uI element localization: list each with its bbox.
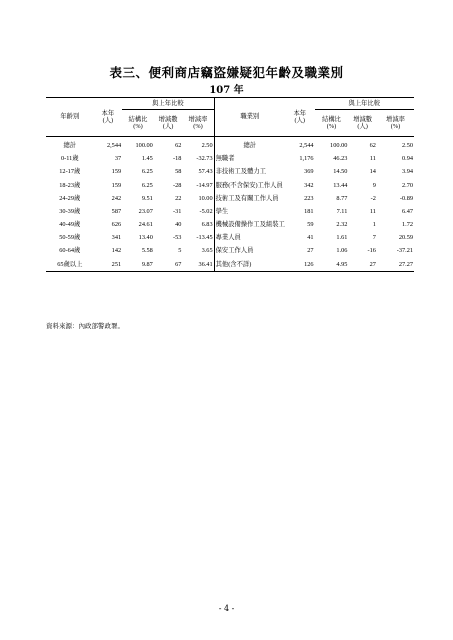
age-column-header: 年齡別 <box>46 98 94 137</box>
table-row <box>46 231 414 244</box>
share-cell: 6.25 <box>141 168 153 176</box>
data-source-note: 資料來源：內政部警政署。 <box>46 322 124 330</box>
change-rate-cell: 2.50 <box>201 141 213 149</box>
change-rate-header-line1: 增減率 <box>188 115 208 123</box>
occ-count-cell: 223 <box>304 194 314 202</box>
occ-change-rate-cell: 20.59 <box>398 234 413 242</box>
count-column-header <box>94 98 123 137</box>
change-rate-cell: 57.43 <box>198 168 213 176</box>
count-cell: 2,544 <box>106 141 122 149</box>
occ-count-cell: 1,176 <box>299 155 314 163</box>
table-row <box>46 245 414 258</box>
share-cell: 23.07 <box>138 207 153 215</box>
occ-count-column-header <box>285 98 315 137</box>
occ-change-rate-cell: 2.50 <box>401 141 413 149</box>
share-cell: 9.87 <box>122 258 154 272</box>
occ-count-cell: 126 <box>285 258 315 272</box>
change-rate-cell: -14.97 <box>196 181 213 189</box>
change-count-cell: 5 <box>178 247 182 255</box>
occ-change-rate-cell: -37.21 <box>396 247 413 255</box>
table-year: 107 年 <box>209 85 244 96</box>
occ-count-cell: 342 <box>304 181 314 189</box>
share-cell: 6.25 <box>141 181 153 189</box>
occ-share-cell: 8.77 <box>336 194 348 202</box>
share-cell: 24.61 <box>138 221 153 229</box>
occ-change-rate-cell: 0.94 <box>401 155 413 163</box>
page-number: - 4 - <box>218 604 235 613</box>
occupation-cell: 學生 <box>214 205 285 218</box>
count-header-line2: (人) <box>102 117 114 124</box>
occ-compare-group-header: 與上年比較 <box>315 98 414 110</box>
occupation-cell: 非技術工及體力工 <box>214 165 285 178</box>
occ-change-count-cell: 9 <box>372 181 376 189</box>
occ-change-rate-cell: 6.47 <box>401 207 413 215</box>
occ-change-count-cell: 7 <box>372 234 376 242</box>
occ-change-count-cell: 27 <box>348 258 377 272</box>
share-header-line2: (%) <box>133 123 143 130</box>
table-row <box>46 152 414 165</box>
count-cell: 159 <box>111 181 122 189</box>
change-count-cell: -18 <box>172 155 182 163</box>
occ-change-count-cell: 62 <box>369 141 376 149</box>
count-cell: 142 <box>111 247 122 255</box>
occ-count-cell: 41 <box>307 234 314 242</box>
occ-change-rate-header-line2: (%) <box>390 123 401 130</box>
occ-share-cell: 1.06 <box>336 247 348 255</box>
age-cell: 總計 <box>63 141 77 149</box>
count-cell: 341 <box>111 234 122 242</box>
count-cell: 251 <box>94 258 123 272</box>
count-cell: 242 <box>111 194 122 202</box>
age-cell: 40-49歲 <box>59 221 81 229</box>
table-row <box>46 218 414 231</box>
occupation-cell: 技術工及有關工作人員 <box>214 192 285 205</box>
change-count-cell: -53 <box>172 234 182 242</box>
occ-share-cell: 46.23 <box>333 155 348 163</box>
occupation-cell: 服務(不含保安)工作人員 <box>214 179 285 192</box>
count-cell: 626 <box>111 221 122 229</box>
count-cell: 159 <box>111 168 122 176</box>
occ-change-count-cell: 11 <box>369 155 376 163</box>
occ-share-cell: 4.95 <box>315 258 349 272</box>
occ-change-rate-cell: 3.94 <box>401 168 413 176</box>
occ-count-cell: 59 <box>307 221 314 229</box>
change-count-cell: 22 <box>175 194 182 202</box>
change-rate-cell: -5.02 <box>199 207 213 215</box>
share-column-header <box>122 110 154 137</box>
change-rate-column-header <box>182 110 214 137</box>
age-cell: 0-11歲 <box>60 155 79 163</box>
compare-group-header: 與上年比較 <box>122 98 214 110</box>
change-rate-cell: 3.65 <box>201 247 213 255</box>
occ-share-cell: 13.44 <box>333 181 348 189</box>
occupation-cell: 總計 <box>214 137 285 153</box>
table-row <box>46 179 414 192</box>
occ-change-rate-header-line1: 增減率 <box>386 115 405 123</box>
change-count-cell: 62 <box>175 141 182 149</box>
change-rate-header-line2: (%) <box>193 123 203 130</box>
occ-change-rate-cell: 2.70 <box>401 181 413 189</box>
age-cell: 18-23歲 <box>59 181 81 189</box>
occ-change-count-cell: -16 <box>367 247 376 255</box>
occ-change-rate-column-header <box>377 110 414 137</box>
occ-change-rate-cell: 1.72 <box>401 221 413 229</box>
age-cell: 30-39歲 <box>59 207 81 215</box>
occupation-cell: 保安工作人員 <box>214 245 285 258</box>
occ-share-cell: 2.32 <box>336 221 348 229</box>
change-count-cell: 67 <box>154 258 183 272</box>
change-count-header-line2: (人) <box>162 123 174 130</box>
age-cell: 12-17歲 <box>59 168 81 176</box>
change-rate-cell: 10.00 <box>198 194 213 202</box>
share-cell: 13.40 <box>138 234 153 242</box>
table-row <box>46 258 414 272</box>
occ-share-cell: 7.11 <box>336 207 348 215</box>
table-title: 表三、便利商店竊盜嫌疑犯年齡及職業別 <box>109 65 344 80</box>
share-cell: 100.00 <box>135 141 153 149</box>
occ-count-cell: 27 <box>307 247 314 255</box>
count-header-line1: 本年 <box>101 109 115 117</box>
change-count-column-header <box>154 110 183 137</box>
occ-change-count-column-header <box>348 110 377 137</box>
change-count-cell: 58 <box>175 168 182 176</box>
occ-change-count-header-line2: (人) <box>357 123 368 130</box>
change-rate-cell: 6.83 <box>201 221 213 229</box>
occ-change-rate-cell: 27.27 <box>377 258 414 272</box>
occ-share-cell: 14.50 <box>333 168 348 176</box>
occ-share-column-header <box>315 110 349 137</box>
share-cell: 5.58 <box>141 247 153 255</box>
occ-change-count-cell: 14 <box>369 168 376 176</box>
age-cell: 50-59歲 <box>59 234 81 242</box>
occ-change-count-cell: 11 <box>369 207 376 215</box>
table-row <box>46 192 414 205</box>
occupation-cell: 其他(含不詳) <box>214 258 285 272</box>
share-cell: 9.51 <box>141 194 153 202</box>
share-cell: 1.45 <box>141 155 153 163</box>
occ-share-header-line1: 結構比 <box>322 115 341 123</box>
occ-change-count-header-line1: 增減數 <box>353 115 373 123</box>
change-count-cell: 40 <box>175 221 182 229</box>
statistics-table <box>46 97 414 272</box>
change-rate-cell: -32.73 <box>196 155 213 163</box>
change-count-header-line1: 增減數 <box>158 115 178 123</box>
change-count-cell: -31 <box>172 207 182 215</box>
change-count-cell: -28 <box>172 181 182 189</box>
occupation-cell: 機械設備操作工及組裝工 <box>214 218 285 231</box>
occ-change-count-cell: -2 <box>370 194 376 202</box>
count-cell: 37 <box>114 155 122 163</box>
occ-count-header-line2: (人) <box>294 117 305 124</box>
age-cell: 60-64歲 <box>59 247 81 255</box>
occ-share-cell: 100.00 <box>330 141 348 149</box>
table-row <box>46 137 414 153</box>
change-rate-cell: -13.45 <box>196 234 213 242</box>
occ-count-cell: 369 <box>304 168 314 176</box>
occupation-cell: 無職者 <box>214 152 285 165</box>
occ-change-count-cell: 1 <box>372 221 376 229</box>
occ-count-cell: 2,544 <box>299 141 314 149</box>
occ-change-rate-cell: -0.89 <box>399 194 413 202</box>
occ-share-header-line2: (%) <box>326 123 337 130</box>
age-cell: 65歲以上 <box>46 258 94 272</box>
count-cell: 587 <box>111 207 122 215</box>
table-row <box>46 205 414 218</box>
occupation-cell: 專業人員 <box>214 231 285 244</box>
share-header-line1: 結構比 <box>128 115 148 123</box>
table-row <box>46 165 414 178</box>
occupation-column-header: 職業別 <box>214 98 285 137</box>
change-rate-cell: 36.41 <box>182 258 214 272</box>
header-row-top <box>46 98 414 110</box>
occ-count-header-line1: 本年 <box>293 109 307 117</box>
occ-share-cell: 1.61 <box>336 234 348 242</box>
age-cell: 24-29歲 <box>59 194 81 202</box>
occ-count-cell: 181 <box>304 207 314 215</box>
